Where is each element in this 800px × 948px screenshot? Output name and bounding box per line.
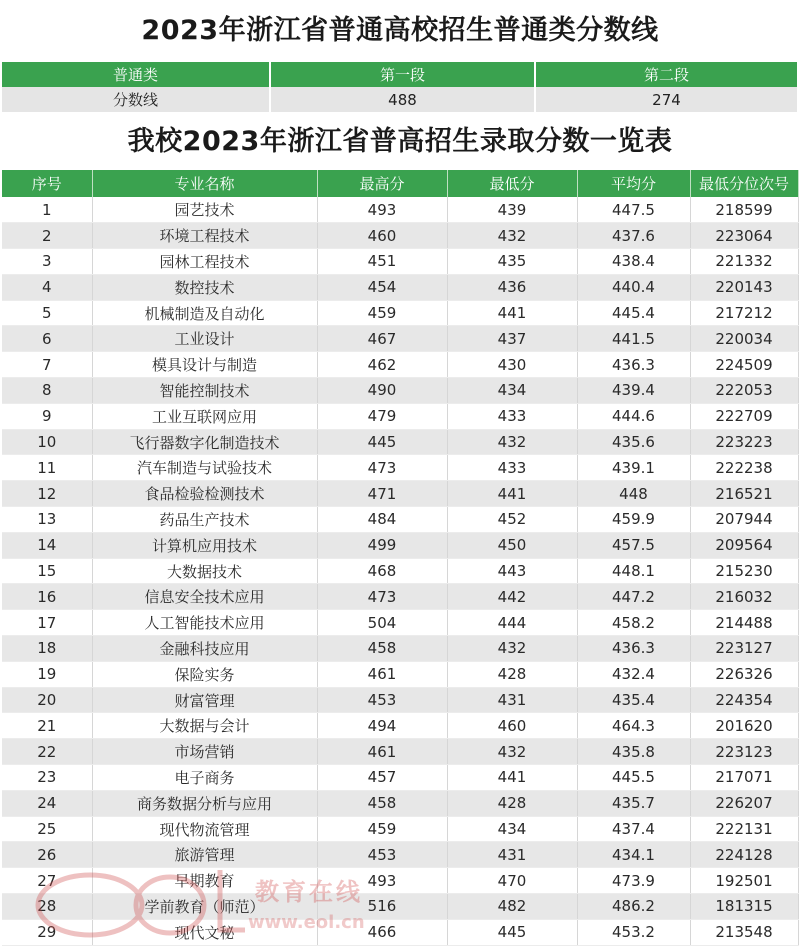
table-row (2, 223, 798, 249)
row-min-score: 439 (447, 197, 577, 223)
row-index: 10 (2, 429, 92, 455)
row-index: 13 (2, 507, 92, 533)
row-min-score: 441 (447, 481, 577, 507)
row-min-rank: 221332 (690, 249, 798, 275)
admission-header-row (2, 170, 798, 197)
row-max-score: 468 (317, 558, 447, 584)
row-index: 11 (2, 455, 92, 481)
watermark-url: www.eol.cn (248, 912, 365, 933)
row-min-rank: 223127 (690, 636, 798, 662)
table-row (2, 300, 798, 326)
score-line-title: 2023年浙江省普通高校招生普通类分数线 (141, 15, 659, 46)
row-major-name: 保险实务 (92, 661, 317, 687)
row-max-score: 493 (317, 197, 447, 223)
table-row (2, 532, 798, 558)
row-min-rank: 223123 (690, 739, 798, 765)
row-max-score: 516 (317, 894, 447, 920)
row-major-name: 早期教育 (92, 868, 317, 894)
row-index: 8 (2, 378, 92, 404)
row-major-name: 财富管理 (92, 687, 317, 713)
header-index: 序号 (2, 170, 92, 197)
row-index: 6 (2, 326, 92, 352)
row-major-name: 食品检验检测技术 (92, 481, 317, 507)
table-row (2, 636, 798, 662)
row-avg-score: 448.1 (577, 558, 690, 584)
row-min-rank: 222238 (690, 455, 798, 481)
table-row (2, 197, 798, 223)
row-max-score: 458 (317, 636, 447, 662)
table-row (2, 842, 798, 868)
row-index: 7 (2, 352, 92, 378)
row-avg-score: 444.6 (577, 403, 690, 429)
row-max-score: 457 (317, 765, 447, 791)
row-min-score: 433 (447, 403, 577, 429)
table-row (2, 274, 798, 300)
row-avg-score: 459.9 (577, 507, 690, 533)
row-min-score: 432 (447, 739, 577, 765)
table-row (2, 507, 798, 533)
row-min-score: 433 (447, 455, 577, 481)
row-index: 3 (2, 249, 92, 275)
row-avg-score: 448 (577, 481, 690, 507)
row-major-name: 工业设计 (92, 326, 317, 352)
table-row (2, 765, 798, 791)
table-row (2, 661, 798, 687)
row-max-score: 451 (317, 249, 447, 275)
row-avg-score: 457.5 (577, 532, 690, 558)
row-index: 16 (2, 584, 92, 610)
row-major-name: 工业互联网应用 (92, 403, 317, 429)
row-major-name: 园艺技术 (92, 197, 317, 223)
row-min-score: 436 (447, 274, 577, 300)
row-avg-score: 439.4 (577, 378, 690, 404)
table-row (2, 249, 798, 275)
row-index: 26 (2, 842, 92, 868)
row-major-name: 模具设计与制造 (92, 352, 317, 378)
row-max-score: 499 (317, 532, 447, 558)
row-major-name: 飞行器数字化制造技术 (92, 429, 317, 455)
row-min-score: 452 (447, 507, 577, 533)
row-min-score: 445 (447, 919, 577, 945)
row-index: 9 (2, 403, 92, 429)
row-max-score: 493 (317, 868, 447, 894)
row-max-score: 460 (317, 223, 447, 249)
row-index: 18 (2, 636, 92, 662)
row-min-rank: 220143 (690, 274, 798, 300)
row-index: 25 (2, 816, 92, 842)
row-avg-score: 434.1 (577, 842, 690, 868)
table-row (2, 378, 798, 404)
row-major-name: 市场营销 (92, 739, 317, 765)
row-avg-score: 440.4 (577, 274, 690, 300)
row-min-rank: 218599 (690, 197, 798, 223)
row-min-score: 432 (447, 223, 577, 249)
row-major-name: 金融科技应用 (92, 636, 317, 662)
row-avg-score: 436.3 (577, 636, 690, 662)
row-avg-score: 486.2 (577, 894, 690, 920)
row-avg-score: 464.3 (577, 713, 690, 739)
score-header-first-tier: 第一段 (270, 62, 535, 87)
row-min-rank: 215230 (690, 558, 798, 584)
row-avg-score: 439.1 (577, 455, 690, 481)
row-index: 19 (2, 661, 92, 687)
row-avg-score: 473.9 (577, 868, 690, 894)
row-major-name: 信息安全技术应用 (92, 584, 317, 610)
row-avg-score: 445.5 (577, 765, 690, 791)
row-max-score: 454 (317, 274, 447, 300)
row-index: 12 (2, 481, 92, 507)
row-avg-score: 435.6 (577, 429, 690, 455)
row-min-rank: 224128 (690, 842, 798, 868)
row-min-rank: 224354 (690, 687, 798, 713)
row-min-score: 443 (447, 558, 577, 584)
row-avg-score: 447.2 (577, 584, 690, 610)
row-min-score: 441 (447, 300, 577, 326)
row-min-score: 435 (447, 249, 577, 275)
row-avg-score: 441.5 (577, 326, 690, 352)
row-avg-score: 453.2 (577, 919, 690, 945)
row-min-score: 434 (447, 816, 577, 842)
table-row (2, 455, 798, 481)
table-row (2, 429, 798, 455)
table-row (2, 816, 798, 842)
admission-table (2, 170, 799, 946)
row-major-name: 现代文秘 (92, 919, 317, 945)
row-max-score: 462 (317, 352, 447, 378)
row-max-score: 467 (317, 326, 447, 352)
table-row (2, 919, 798, 945)
row-min-rank: 217212 (690, 300, 798, 326)
table-row (2, 558, 798, 584)
row-avg-score: 445.4 (577, 300, 690, 326)
row-max-score: 471 (317, 481, 447, 507)
row-index: 20 (2, 687, 92, 713)
row-index: 1 (2, 197, 92, 223)
table-row (2, 894, 798, 920)
table-row (2, 790, 798, 816)
row-avg-score: 435.7 (577, 790, 690, 816)
score-line-header-row (2, 62, 798, 87)
row-major-name: 数控技术 (92, 274, 317, 300)
row-index: 29 (2, 919, 92, 945)
row-major-name: 药品生产技术 (92, 507, 317, 533)
row-index: 21 (2, 713, 92, 739)
table-row (2, 584, 798, 610)
row-max-score: 453 (317, 842, 447, 868)
row-max-score: 473 (317, 455, 447, 481)
row-min-score: 441 (447, 765, 577, 791)
row-major-name: 机械制造及自动化 (92, 300, 317, 326)
row-avg-score: 458.2 (577, 610, 690, 636)
row-major-name: 商务数据分析与应用 (92, 790, 317, 816)
row-major-name: 现代物流管理 (92, 816, 317, 842)
row-avg-score: 447.5 (577, 197, 690, 223)
watermark-text: 教育在线 (255, 878, 363, 906)
row-min-score: 428 (447, 661, 577, 687)
row-max-score: 479 (317, 403, 447, 429)
row-min-score: 460 (447, 713, 577, 739)
row-max-score: 484 (317, 507, 447, 533)
row-index: 5 (2, 300, 92, 326)
row-min-score: 482 (447, 894, 577, 920)
row-min-rank: 222709 (690, 403, 798, 429)
row-min-rank: 226326 (690, 661, 798, 687)
row-index: 23 (2, 765, 92, 791)
row-min-rank: 226207 (690, 790, 798, 816)
row-min-rank: 216032 (690, 584, 798, 610)
table-row (2, 739, 798, 765)
row-min-rank: 223223 (690, 429, 798, 455)
row-max-score: 473 (317, 584, 447, 610)
row-major-name: 智能控制技术 (92, 378, 317, 404)
row-max-score: 461 (317, 739, 447, 765)
row-min-rank: 217071 (690, 765, 798, 791)
row-major-name: 大数据技术 (92, 558, 317, 584)
row-major-name: 汽车制造与试验技术 (92, 455, 317, 481)
row-index: 24 (2, 790, 92, 816)
row-index: 2 (2, 223, 92, 249)
row-min-score: 437 (447, 326, 577, 352)
row-min-rank: 223064 (690, 223, 798, 249)
row-min-score: 450 (447, 532, 577, 558)
row-index: 22 (2, 739, 92, 765)
score-first-tier-value: 488 (270, 87, 535, 112)
row-avg-score: 437.6 (577, 223, 690, 249)
row-max-score: 458 (317, 790, 447, 816)
row-avg-score: 436.3 (577, 352, 690, 378)
header-major-name: 专业名称 (92, 170, 317, 197)
row-max-score: 504 (317, 610, 447, 636)
header-avg-score: 平均分 (577, 170, 690, 197)
row-max-score: 490 (317, 378, 447, 404)
score-header-category: 普通类 (2, 62, 270, 87)
row-avg-score: 432.4 (577, 661, 690, 687)
table-row (2, 481, 798, 507)
row-min-rank: 214488 (690, 610, 798, 636)
row-min-rank: 216521 (690, 481, 798, 507)
header-min-score: 最低分 (447, 170, 577, 197)
row-min-rank: 192501 (690, 868, 798, 894)
row-index: 17 (2, 610, 92, 636)
table-row (2, 868, 798, 894)
row-min-score: 470 (447, 868, 577, 894)
row-avg-score: 438.4 (577, 249, 690, 275)
row-max-score: 453 (317, 687, 447, 713)
table-row (2, 352, 798, 378)
row-index: 27 (2, 868, 92, 894)
header-min-rank: 最低分位次号 (690, 170, 798, 197)
row-index: 4 (2, 274, 92, 300)
row-max-score: 461 (317, 661, 447, 687)
row-avg-score: 437.4 (577, 816, 690, 842)
row-max-score: 494 (317, 713, 447, 739)
row-min-rank: 213548 (690, 919, 798, 945)
admission-title: 我校2023年浙江省普高招生录取分数一览表 (127, 126, 673, 157)
row-major-name: 计算机应用技术 (92, 532, 317, 558)
row-min-rank: 209564 (690, 532, 798, 558)
table-row (2, 326, 798, 352)
row-min-score: 428 (447, 790, 577, 816)
row-min-rank: 207944 (690, 507, 798, 533)
row-index: 14 (2, 532, 92, 558)
table-row (2, 403, 798, 429)
row-major-name: 学前教育（师范） (92, 894, 317, 920)
score-header-second-tier: 第二段 (535, 62, 798, 87)
row-min-score: 430 (447, 352, 577, 378)
row-min-score: 431 (447, 842, 577, 868)
score-second-tier-value: 274 (535, 87, 798, 112)
score-line-table (2, 62, 799, 112)
row-min-rank: 220034 (690, 326, 798, 352)
row-min-rank: 224509 (690, 352, 798, 378)
row-max-score: 459 (317, 300, 447, 326)
header-max-score: 最高分 (317, 170, 447, 197)
row-min-score: 432 (447, 636, 577, 662)
row-avg-score: 435.8 (577, 739, 690, 765)
score-row-label: 分数线 (2, 87, 270, 112)
row-major-name: 环境工程技术 (92, 223, 317, 249)
row-major-name: 人工智能技术应用 (92, 610, 317, 636)
row-major-name: 旅游管理 (92, 842, 317, 868)
row-avg-score: 435.4 (577, 687, 690, 713)
row-min-rank: 201620 (690, 713, 798, 739)
row-min-score: 442 (447, 584, 577, 610)
row-major-name: 电子商务 (92, 765, 317, 791)
row-min-rank: 222131 (690, 816, 798, 842)
row-max-score: 466 (317, 919, 447, 945)
row-min-score: 444 (447, 610, 577, 636)
row-min-rank: 222053 (690, 378, 798, 404)
row-major-name: 园林工程技术 (92, 249, 317, 275)
table-row (2, 610, 798, 636)
table-row (2, 687, 798, 713)
row-max-score: 445 (317, 429, 447, 455)
row-max-score: 459 (317, 816, 447, 842)
row-min-score: 432 (447, 429, 577, 455)
table-row (2, 713, 798, 739)
row-min-score: 434 (447, 378, 577, 404)
row-min-rank: 181315 (690, 894, 798, 920)
row-index: 15 (2, 558, 92, 584)
row-index: 28 (2, 894, 92, 920)
row-min-score: 431 (447, 687, 577, 713)
score-line-row (2, 87, 798, 112)
row-major-name: 大数据与会计 (92, 713, 317, 739)
